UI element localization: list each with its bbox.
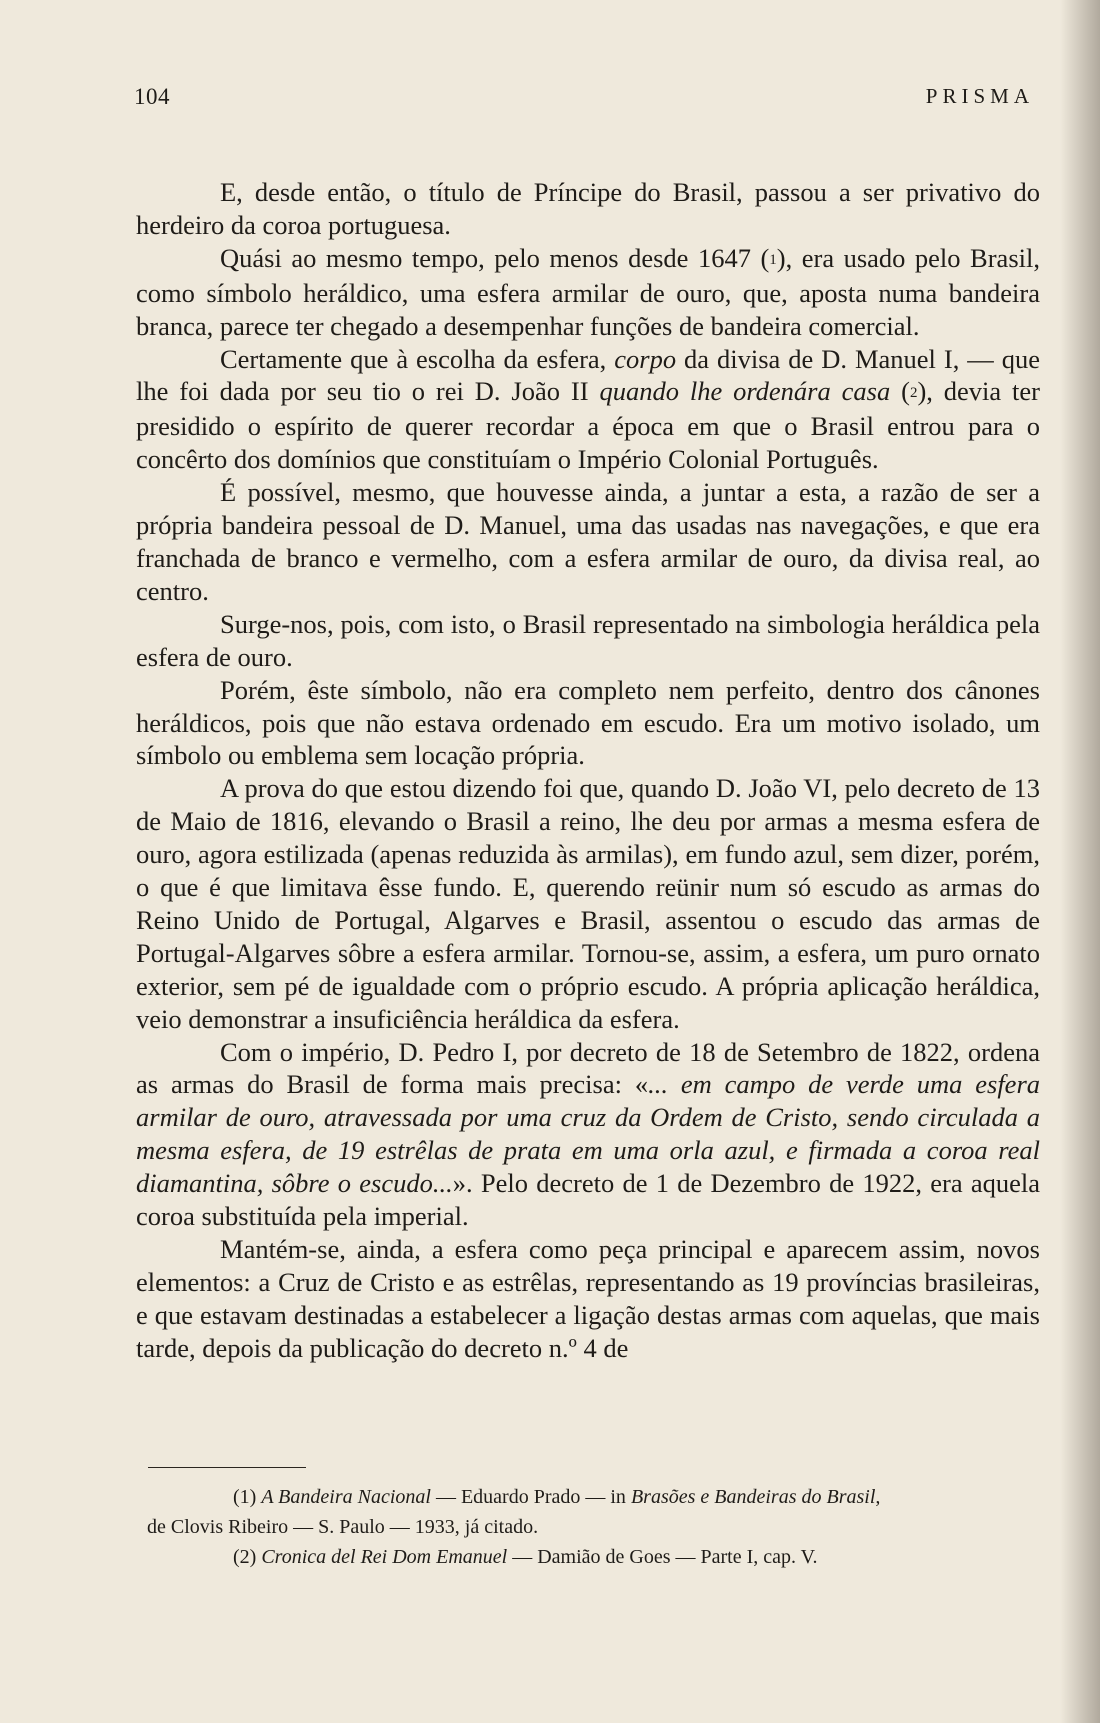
paragraph: Surge-nos, pois, com isto, o Brasil representado na simbologia heráldica pela esfera de ouro. xyxy=(136,608,1040,672)
footnotes xyxy=(147,1482,1041,1572)
footnote: (1) A Bandeira Nacional — Eduardo Prado — in Brasões e Bandeiras do Brasil, xyxy=(233,1486,881,1508)
footnote-continuation: de Clovis Ribeiro — S. Paulo — 1933, já citado. xyxy=(147,1516,539,1538)
footnote-ref: 1 xyxy=(769,251,777,268)
decree-quotation: ... em campo de verde uma esfera armilar de ouro, atravessada por uma cruz da Ordem de Cristo, sendo circulada a mesma esfera, de 19 estrêlas de prata em uma orla azul, e firmada a coroa real diamantina, sôbre o escudo... xyxy=(136,1069,1041,1199)
paragraph: É possível, mesmo, que houvesse ainda, a juntar a esta, a razão de ser a própria bandeira pessoal de D. Manuel, uma das usadas nas navegações, e que era franchada de branco e vermelho, com a esfera armilar de ouro, da divisa real, ao centro. xyxy=(136,477,1040,606)
footnote-separator xyxy=(148,1467,306,1468)
footnote-ref: 2 xyxy=(909,385,918,402)
paragraph: Certamente que à escolha da esfera, corpo da divisa de D. Manuel I, — que lhe foi dada por seu tio o rei D. João II quando lhe ordenára casa ($^2$), devia ter presidido o espírito de querer recordar a época em que o Brasil entrou para o concêrto dos domínios que constituíam o Império Colonial Português. xyxy=(136,343,1041,475)
paragraph: Com o império, D. Pedro I, por decreto de 18 de Setembro de 1822, ordena as armas do Brasil de forma mais precisa: «... em campo de verde uma esfera armilar de ouro, atravessada por uma cruz da Ordem de Cristo, sendo circulada a mesma esfera, de 19 estrêlas de prata em uma orla azul, e firmada a coroa real diamantina, sôbre o escudo...». Pelo decreto de 1 de Dezembro de 1922, era aquela coroa substituída pela imperial. xyxy=(136,1036,1041,1232)
paragraph: Mantém-se, ainda, a esfera como peça principal e aparecem assim, novos elementos: a Cruz de Cristo e as estrêlas, representando as 19 províncias brasileiras, e que estavam destinadas a estabelecer a ligação destas armas com aquelas, que mais tarde, depois da publicação do decreto n.º 4 de xyxy=(136,1234,1040,1363)
paragraph: Porém, êste símbolo, não era completo nem perfeito, dentro dos cânones heráldicos, pois que não estava ordenado em escudo. Era um motivo isolado, um símbolo ou emblema sem locação própria. xyxy=(136,674,1040,771)
footnote-mark: (2) xyxy=(233,1546,257,1568)
paragraph: A prova do que estou dizendo foi que, quando D. João VI, pelo decreto de 13 de Maio de 1816, elevando o Brasil a reino, lhe deu por armas a mesma esfera de ouro, agora estilizada (apenas reduzida às armilas), em fundo azul, sem dizer, porém, o que é que limitava êsse fundo. E, querendo reünir num só escudo as armas do Reino Unido de Portugal, Algarves e Brasil, assentou o escudo das armas de Portugal-Algarves sôbre a esfera armilar. Tornou-se, assim, a esfera, um puro ornato exterior, sem pé de igualdade com o próprio escudo. A própria aplicação heráldica, veio demonstrar a insuficiência heráldica da esfera. xyxy=(136,773,1040,1034)
paragraph: Quási ao mesmo tempo, pelo menos desde 1647 ($^1$), era usado pelo Brasil, como símbolo heráldico, uma esfera armilar de ouro, que, aposta numa bandeira branca, parece ter chegado a desempenhar funções de bandeira comercial. xyxy=(136,242,1040,341)
footnote: (2) Cronica del Rei Dom Emanuel — Damião de Goes — Parte I, cap. V. xyxy=(233,1546,818,1568)
page-number: 104 xyxy=(134,84,170,109)
page-edge-shadow xyxy=(1060,0,1100,1723)
footnote-mark: (1) xyxy=(233,1486,257,1508)
running-title: PRISMA xyxy=(925,84,1034,108)
paragraph: E, desde então, o título de Príncipe do Brasil, passou a ser privativo do herdeiro da coroa portuguesa. xyxy=(136,177,1040,240)
body-text xyxy=(136,176,1040,1365)
